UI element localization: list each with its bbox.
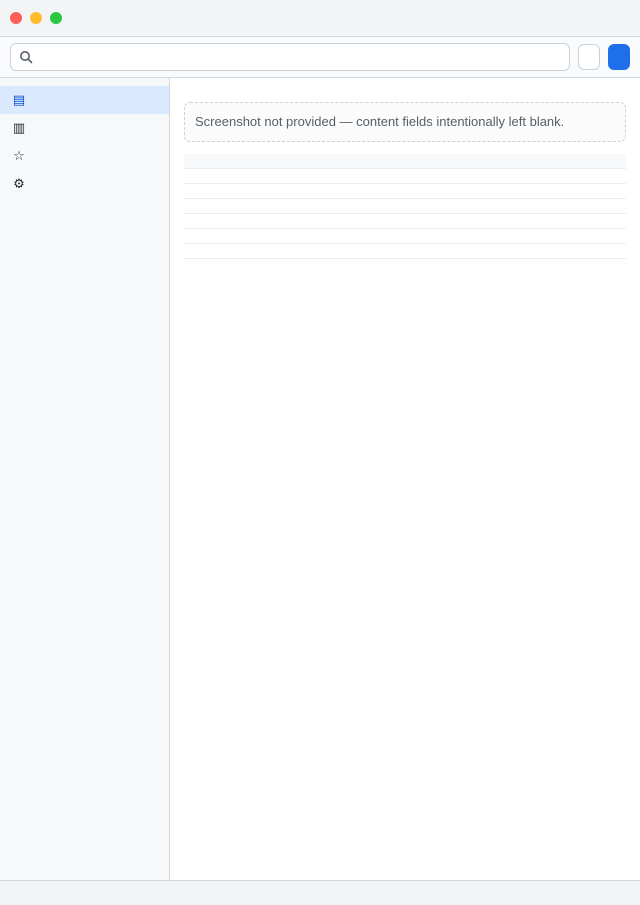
table-row[interactable] — [184, 199, 626, 214]
table-cell — [331, 244, 478, 259]
table-row[interactable] — [184, 184, 626, 199]
table-cell — [331, 214, 478, 229]
table-cell — [184, 199, 331, 214]
sidebar-item-3[interactable] — [0, 142, 169, 170]
sidebar — [0, 78, 170, 880]
table-cell — [479, 199, 626, 214]
table-row[interactable] — [184, 229, 626, 244]
toolbar-button-1[interactable] — [578, 44, 600, 70]
minimize-window-button[interactable] — [30, 12, 42, 24]
folder-icon: ▤ — [12, 92, 26, 107]
table-cell — [479, 229, 626, 244]
table-cell — [184, 214, 331, 229]
column-header[interactable] — [331, 154, 478, 169]
status-bar — [0, 880, 640, 905]
title-bar — [0, 0, 640, 37]
table-row[interactable] — [184, 169, 626, 184]
content-panel — [170, 78, 640, 880]
search-icon — [19, 50, 33, 64]
table-row[interactable] — [184, 214, 626, 229]
table-cell — [479, 184, 626, 199]
sidebar-item-2[interactable] — [0, 114, 169, 142]
table-cell — [331, 199, 478, 214]
table-row[interactable] — [184, 244, 626, 259]
table-cell — [331, 184, 478, 199]
table-cell — [331, 229, 478, 244]
data-table — [184, 154, 626, 259]
sidebar-item-1[interactable] — [0, 86, 169, 114]
search-box[interactable] — [10, 43, 570, 71]
close-window-button[interactable] — [10, 12, 22, 24]
placeholder-notice: Screenshot not provided — content fields intentionally left blank. — [184, 102, 626, 142]
column-header[interactable] — [184, 154, 331, 169]
table-cell — [184, 169, 331, 184]
star-icon: ☆ — [13, 148, 25, 163]
table-cell — [184, 184, 331, 199]
table-cell — [479, 214, 626, 229]
gear-icon: ⚙ — [13, 176, 25, 191]
table-cell — [331, 169, 478, 184]
column-header[interactable] — [479, 154, 626, 169]
maximize-window-button[interactable] — [50, 12, 62, 24]
toolbar — [0, 37, 640, 78]
table-header-row — [184, 154, 626, 169]
table-cell — [184, 244, 331, 259]
document-icon: ▥ — [12, 120, 26, 135]
search-input[interactable] — [39, 49, 561, 66]
toolbar-button-2[interactable] — [608, 44, 630, 70]
table-cell — [479, 244, 626, 259]
table-cell — [479, 169, 626, 184]
sidebar-item-4[interactable] — [0, 170, 169, 198]
main-area — [0, 78, 640, 880]
table-cell — [184, 229, 331, 244]
